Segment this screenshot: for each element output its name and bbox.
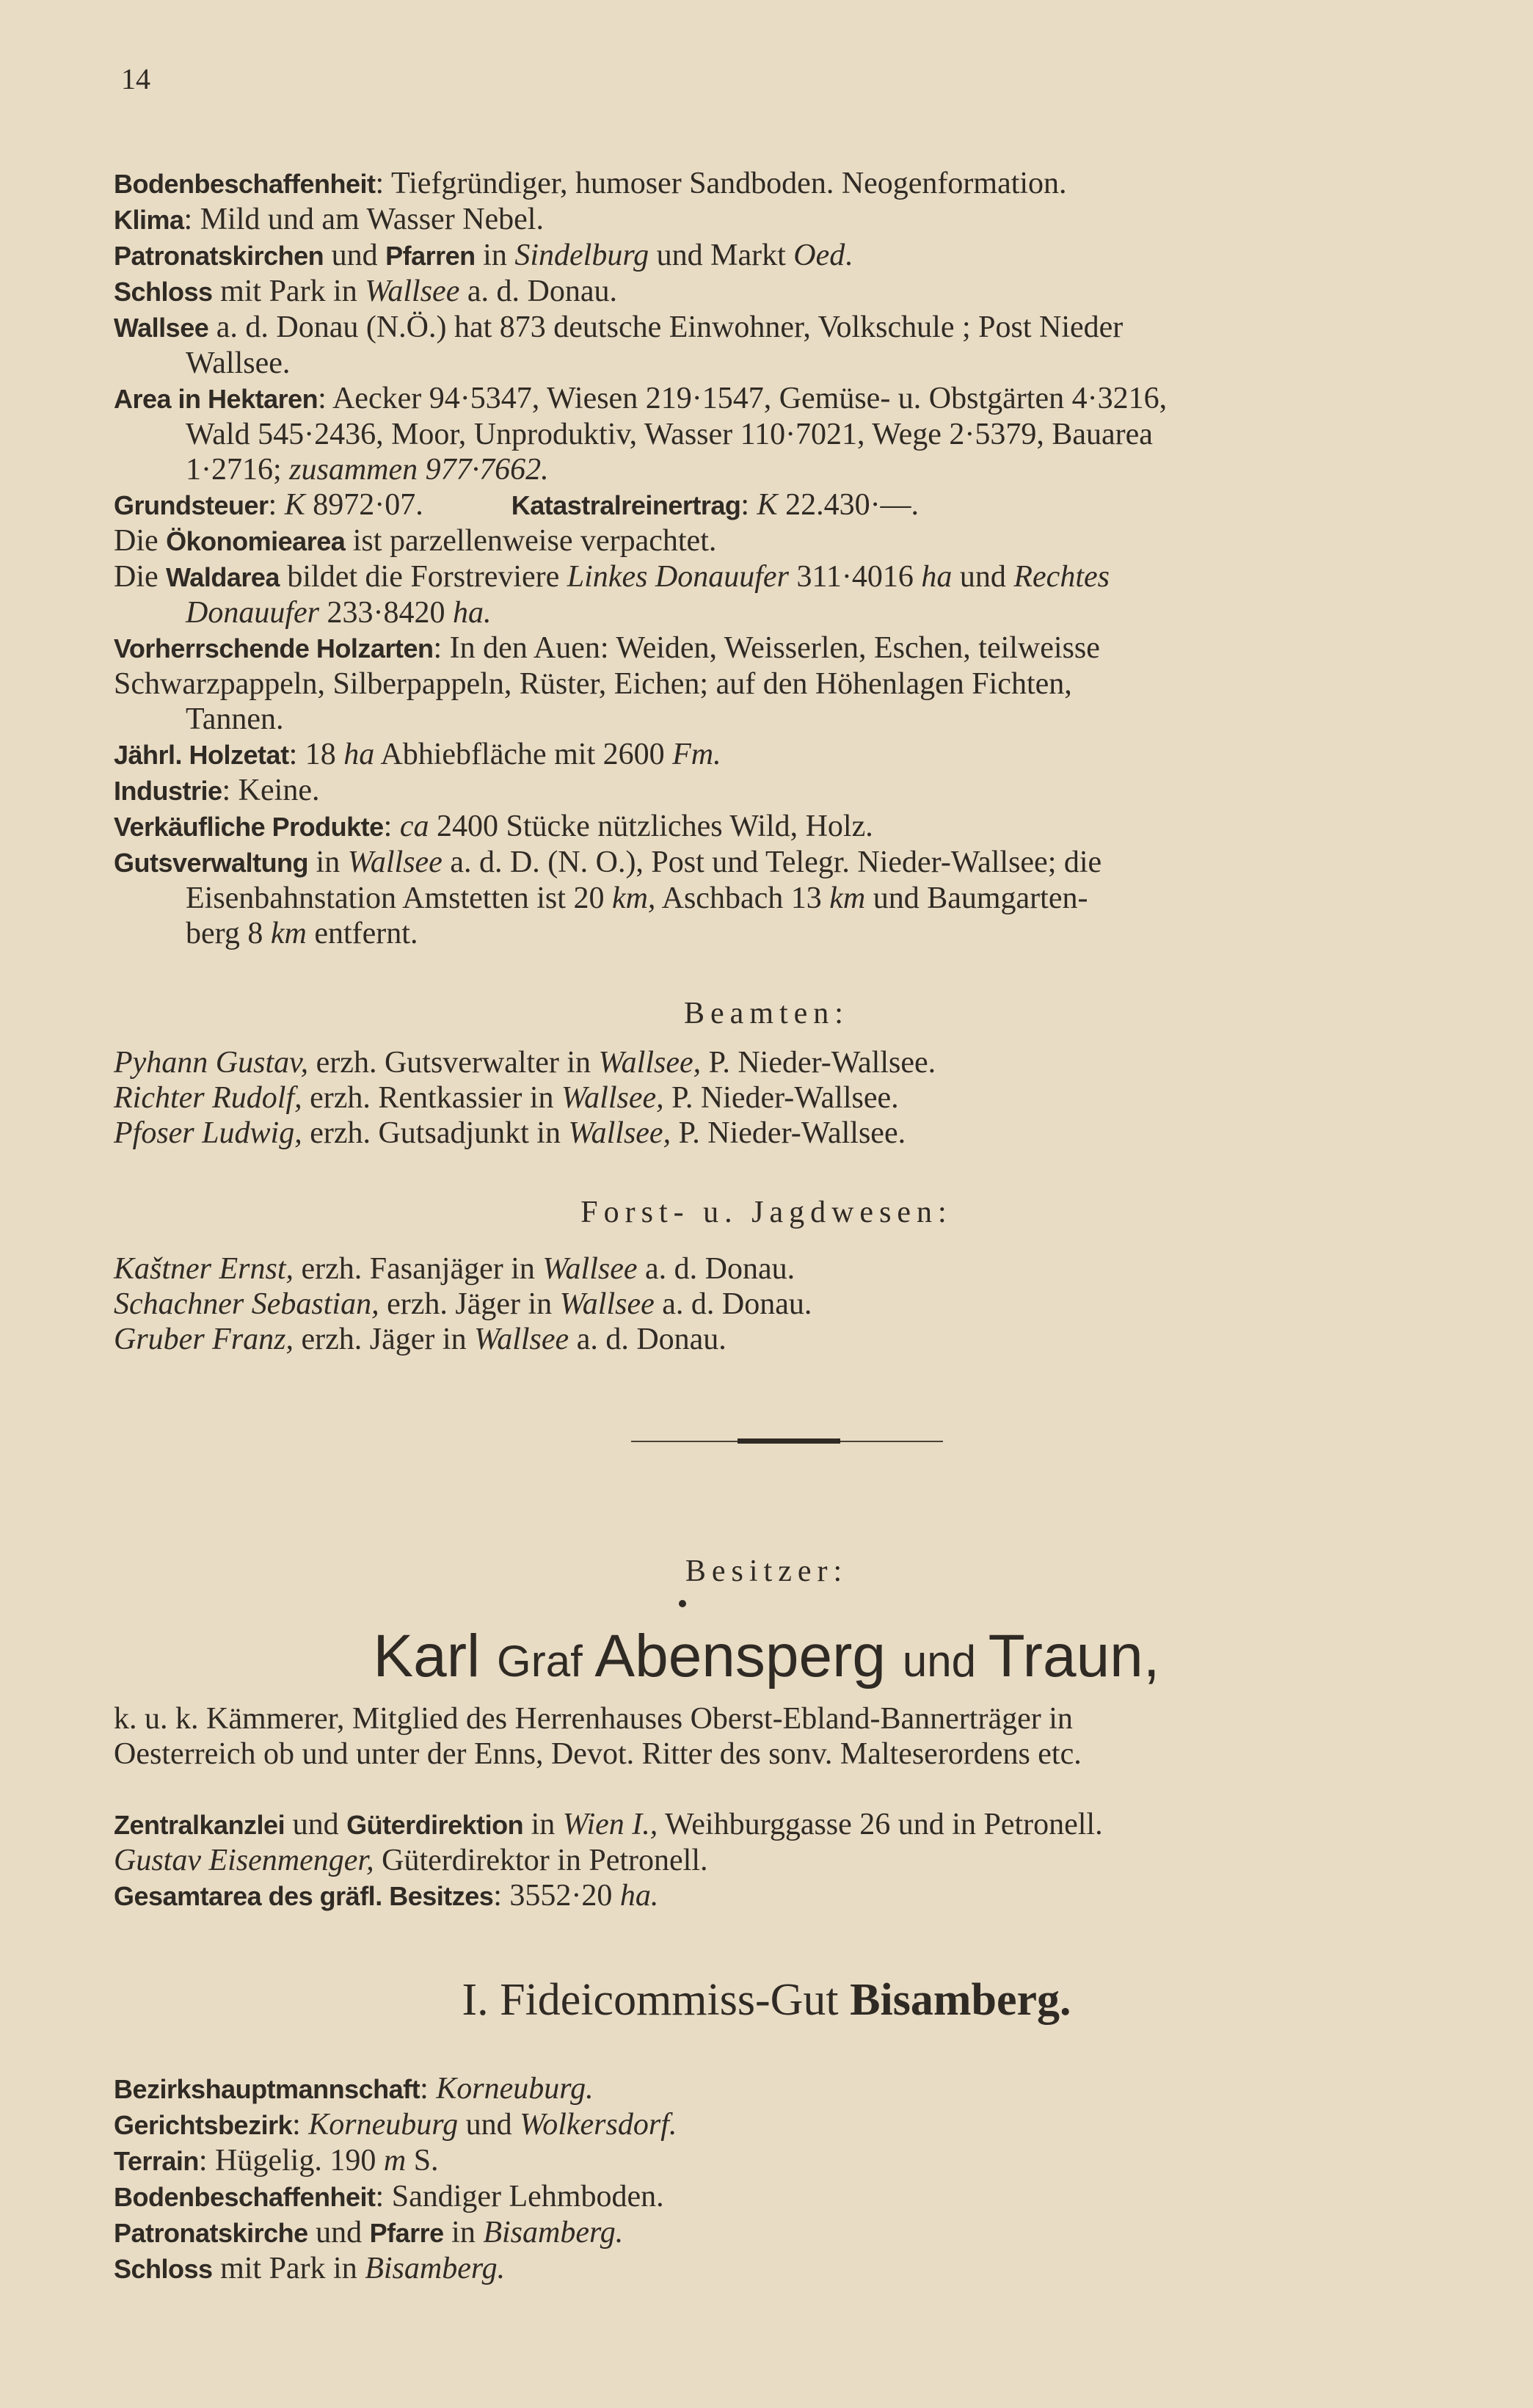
bezirk-line: Bezirkshauptmannschaft: Korneuburg. bbox=[114, 2072, 594, 2106]
patronat-line: Patronatskirchen und Pfarren in Sindelburg und Markt Oed. bbox=[114, 239, 853, 272]
klima-line: Klima: Mild und am Wasser Nebel. bbox=[114, 203, 544, 236]
bodenbeschaffenheit-line: Bodenbeschaffenheit: Tiefgründiger, humoser Sandboden. Neogenformation. bbox=[114, 167, 1067, 200]
wallsee-info bbox=[114, 166, 1479, 951]
schloss-line: Schloss mit Park in Wallsee a. d. Donau. bbox=[114, 274, 617, 308]
section-title: I. Fideicommiss-Gut Bisamberg. bbox=[462, 1975, 1071, 2025]
staff-row: Pfoser Ludwig, erzh. Gutsadjunkt in Wallsee, P. Nieder-Wallsee. bbox=[114, 1116, 906, 1150]
industrie-line: Industrie: Keine. bbox=[114, 774, 320, 807]
gutsverwaltung-line-3: berg 8 km entfernt. bbox=[186, 917, 418, 950]
page-number: 14 bbox=[121, 62, 150, 95]
waldarea-line: Die Waldarea bildet die Forstreviere Linkes Donauufer 311·4016 ha und Rechtes bbox=[114, 560, 1110, 594]
oekonomiearea-line: Die Ökonomiearea ist parzellenweise verpachtet. bbox=[114, 524, 717, 558]
staff-row: Pyhann Gustav, erzh. Gutsverwalter in Wallsee, P. Nieder-Wallsee. bbox=[114, 1046, 936, 1080]
owner-titles bbox=[114, 1701, 1479, 1772]
area-line-3: 1·2716; zusammen 977·7662. bbox=[186, 453, 549, 487]
holzetat-line: Jährl. Holzetat: 18 ha Abhiebfläche mit 2600 Fm. bbox=[114, 738, 721, 771]
owner-admin bbox=[114, 1807, 1479, 1914]
schloss-line: Schloss mit Park in Bisamberg. bbox=[114, 2252, 506, 2285]
bisamberg-info bbox=[114, 2071, 1479, 2287]
area-line-2: Wald 545·2436, Moor, Unproduktiv, Wasser 110·7021, Wege 2·5379, Bauarea bbox=[186, 418, 1153, 451]
wallsee-line-2: Wallsee. bbox=[186, 346, 291, 380]
beamten-heading: Beamten: bbox=[684, 997, 849, 1030]
owner-titles-line-1: k. u. k. Kämmerer, Mitglied des Herrenhauses Oberst-Ebland-Bannerträger in bbox=[114, 1702, 1073, 1736]
divider-right bbox=[840, 1441, 943, 1442]
waldarea-line-2: Donauufer 233·8420 ha. bbox=[186, 596, 492, 630]
terrain-line: Terrain: Hügelig. 190 m S. bbox=[114, 2144, 439, 2178]
besitzer-heading: Besitzer: bbox=[685, 1554, 848, 1588]
ink-dot bbox=[679, 1600, 686, 1607]
gericht-line: Gerichtsbezirk: Korneuburg und Wolkersdorf. bbox=[114, 2108, 677, 2142]
staff-row: Gruber Franz, erzh. Jäger in Wallsee a. d. Donau. bbox=[114, 1323, 727, 1356]
forst-heading: Forst- u. Jagdwesen: bbox=[580, 1196, 953, 1229]
divider-left bbox=[631, 1441, 738, 1442]
patronat-line: Patronatskirche und Pfarre in Bisamberg. bbox=[114, 2216, 624, 2249]
director-line: Gustav Eisenmenger, Güterdirektor in Petronell. bbox=[114, 1844, 708, 1877]
gutsverwaltung-line-2: Eisenbahnstation Amstetten ist 20 km, Aschbach 13 km und Baumgarten- bbox=[186, 881, 1088, 915]
beamten-list bbox=[114, 1045, 1479, 1151]
wallsee-line: Wallsee a. d. Donau (N.Ö.) hat 873 deutsche Einwohner, Volkschule ; Post Nieder bbox=[114, 310, 1124, 344]
holzarten-line-3: Tannen. bbox=[186, 702, 284, 736]
area-line: Area in Hektaren: Aecker 94·5347, Wiesen 219·1547, Gemüse- u. Obstgärten 4·3216, bbox=[114, 382, 1168, 415]
staff-row: Schachner Sebastian, erzh. Jäger in Wallsee a. d. Donau. bbox=[114, 1287, 812, 1321]
gutsverwaltung-line: Gutsverwaltung in Wallsee a. d. D. (N. O.), Post und Telegr. Nieder-Wallsee; die bbox=[114, 845, 1102, 879]
holzarten-line: Vorherrschende Holzarten: In den Auen: Weiden, Weisserlen, Eschen, teilweisse bbox=[114, 631, 1100, 665]
divider-center bbox=[738, 1438, 840, 1444]
staff-row: Richter Rudolf, erzh. Rentkassier in Wallsee, P. Nieder-Wallsee. bbox=[114, 1081, 899, 1115]
owner-name: Karl Graf Abensperg und Traun, bbox=[373, 1623, 1160, 1689]
owner-titles-line-2: Oesterreich ob und unter der Enns, Devot. Ritter des sonv. Malteserordens etc. bbox=[114, 1737, 1082, 1771]
zentralkanzlei-line: Zentralkanzlei und Güterdirektion in Wien I., Weihburggasse 26 und in Petronell. bbox=[114, 1808, 1103, 1841]
gesamtarea-line: Gesamtarea des gräfl. Besitzes: 3552·20 ha. bbox=[114, 1879, 659, 1913]
forst-list bbox=[114, 1251, 1479, 1357]
boden-line: Bodenbeschaffenheit: Sandiger Lehmboden. bbox=[114, 2180, 664, 2214]
produkte-line: Verkäufliche Produkte: ca 2400 Stücke nützliches Wild, Holz. bbox=[114, 810, 873, 843]
grundsteuer-line: Grundsteuer: K 8972·07. Katastralreinertrag: K 22.430·—. bbox=[114, 488, 920, 522]
holzarten-line-2: Schwarzpappeln, Silberpappeln, Rüster, Eichen; auf den Höhenlagen Fichten, bbox=[114, 667, 1072, 701]
staff-row: Kaštner Ernst, erzh. Fasanjäger in Wallsee a. d. Donau. bbox=[114, 1252, 795, 1286]
